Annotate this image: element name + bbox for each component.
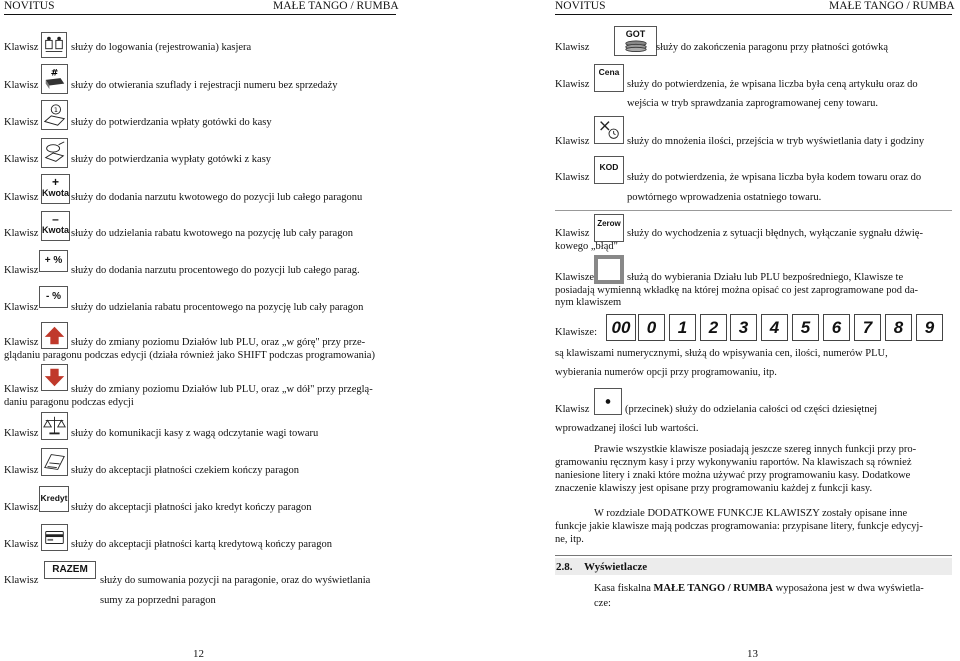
cash-in-icon (41, 100, 68, 130)
key-description: służy do zmiany poziomu Działów lub PLU, oraz „w górę" przy prze- (71, 337, 366, 348)
key-description: służy do potwierdzenia, że wpisana liczba była ceną artykułu oraz do (627, 79, 918, 90)
key-description: służy do potwierdzenia, że wpisana liczba była kodem towaru oraz do (627, 172, 922, 183)
price-key: Cena (594, 64, 624, 92)
paragraph-line: naniesione litery i znaki które można używać przy programowaniu kasy. Dodatkowe (555, 470, 911, 481)
section-heading-bar (555, 558, 952, 575)
paragraph-line: W rozdziale DODATKOWE FUNKCJE KLAWISZY zostały opisane inne (594, 508, 908, 519)
left-header-rule (4, 14, 396, 15)
svg-text:#: # (50, 67, 59, 79)
key-label: Klawisz (4, 192, 39, 203)
key-label: Klawisz (4, 117, 39, 128)
key-label: Klawisz (555, 228, 590, 239)
cash-out-icon (41, 138, 68, 168)
plus-amount-key (41, 174, 70, 204)
decimal-point-icon (594, 388, 622, 415)
key-label: Klawisz (4, 575, 39, 586)
key-description: służy do dodania narzutu kwotowego do pozycji lub całego paragonu (71, 192, 363, 203)
key-label: Klawisz (4, 228, 39, 239)
key-label: Klawisz (4, 465, 39, 476)
arrow-down-icon (41, 364, 68, 391)
key-label: Klawisze: (555, 327, 597, 338)
key-description: służy do logowania (rejestrowania) kasjera (71, 42, 252, 53)
left-page-number: 12 (193, 648, 204, 660)
drawer-number-icon (41, 64, 68, 94)
key-label: Klawisz (4, 337, 39, 348)
key-label: Klawisz (4, 539, 39, 550)
cashier-login-icon (41, 32, 67, 58)
num-key-6: 6 (823, 314, 850, 341)
num-key-7: 7 (854, 314, 881, 341)
num-key-9: 9 (916, 314, 943, 341)
divider (555, 210, 952, 211)
section-divider (555, 555, 952, 556)
key-description: służy do sumowania pozycji na paragonie, oraz do wyświetlania (100, 575, 371, 586)
num-key-5: 5 (792, 314, 819, 341)
num-key-2: 2 (700, 314, 727, 341)
total-key: RAZEM (44, 561, 96, 579)
credit-key: Kredyt (39, 486, 69, 512)
right-page-number: 13 (747, 648, 758, 660)
key-description: służy do udzielania rabatu procentowego na pozycję lub cały paragon (71, 302, 364, 313)
svg-text:1: 1 (53, 106, 58, 115)
key-description: służy do wychodzenia z sytuacji błędnych, wyłączanie sygnału dźwię- (627, 228, 923, 239)
key-description: służy do akceptacji płatności czekiem kończy paragon (71, 465, 299, 476)
key-label: Klawisz (555, 172, 590, 183)
key-label: Klawisz (4, 42, 39, 53)
key-description: służy do udzielania rabatu kwotowego na pozycję lub cały paragon (71, 228, 353, 239)
paragraph-line: ne, itp. (555, 534, 584, 545)
key-label: Klawisz (4, 428, 39, 439)
key-description-continued: sumy za poprzedni paragon (100, 595, 216, 606)
credit-card-icon (41, 524, 68, 551)
key-description: są klawiszami numerycznymi, służą do wpisywania cen, ilości, numerów PLU, (555, 348, 888, 359)
num-key-0: 0 (638, 314, 665, 341)
paragraph-line: Prawie wszystkie klawisze posiadają jeszcze szereg innych funkcji przy pro- (594, 444, 917, 455)
num-key-3: 3 (730, 314, 757, 341)
key-description-continued: kowego „błąd" (555, 241, 618, 252)
code-key-text: KOD (599, 162, 619, 172)
right-header-model: MAŁE TANGO / RUMBA (829, 0, 955, 12)
key-description-continued: posiadają wymienną wkładkę na której można opisać co jest zaprogramowane pod da- (555, 285, 918, 296)
key-description-continued: glądaniu paragonu podczas edycji (działa również jako SHIFT podczas programowania) (4, 350, 375, 361)
department-key (594, 255, 624, 284)
paragraph-line: gramowaniu ręcznym kasy i przy wykonywaniu raportów. Na klawiszach są również (555, 457, 912, 468)
key-label: Klawisz (555, 136, 590, 147)
key-description: służy do potwierdzania wypłaty gotówki z kasy (71, 154, 272, 165)
key-description-continued: powtórnego wprowadzenia ostatniego towaru. (627, 192, 822, 203)
key-description-continued: wprowadzanej ilości lub wartości. (555, 423, 699, 434)
key-description-continued: daniu paragonu podczas edycji (4, 397, 134, 408)
key-description: (przecinek) służy do odzielania całości od części dziesiętnej (625, 404, 878, 415)
code-key (594, 156, 624, 184)
num-key-1: 1 (669, 314, 696, 341)
plus-percent-key: + % (39, 250, 68, 272)
coins-icon (619, 39, 653, 53)
cheque-icon (41, 448, 68, 476)
key-description: służy do akceptacji płatności jako kredyt kończy paragon (71, 502, 312, 513)
key-label: Klawisz (555, 42, 590, 53)
clear-key: Zerow (594, 214, 624, 242)
section-title: Wyświetlacze (584, 561, 648, 573)
key-description: służy do komunikacji kasy z wagą odczytanie wagi towaru (71, 428, 319, 439)
key-label: Klawisz (4, 502, 39, 513)
right-header-brand: NOVITUS (555, 0, 606, 12)
key-label: Klawisz (4, 384, 39, 395)
section-text-line: cze: (594, 598, 611, 609)
key-description-continued: wejścia w tryb sprawdzania zaprogramowanej ceny towaru. (627, 98, 879, 109)
key-description-continued: wybierania numerów opcji przy programowaniu, itp. (555, 367, 777, 378)
key-label: Klawisze (555, 272, 595, 283)
num-key-8: 8 (885, 314, 912, 341)
key-label: Klawisz (4, 265, 39, 276)
plus-amount-key-text: Kwota (42, 188, 69, 198)
cash-payment-key (614, 26, 657, 56)
key-description: służy do zakończenia paragonu przy płatności gotówką (656, 42, 889, 53)
key-description: służy do dodania narzutu procentowego do pozycji lub całego parag. (71, 265, 360, 276)
minus-percent-key: - % (39, 286, 68, 308)
paragraph-line: znaczenie klawiszy jest opisane przy programowaniu każdej z funkcji kasy. (555, 483, 873, 494)
key-description: służą do wybierania Działu lub PLU bezpośredniego, Klawisze te (627, 272, 904, 283)
section-text-line: Kasa fiskalna MAŁE TANGO / RUMBA wyposażona jest w dwa wyświetla- (594, 583, 924, 594)
minus-amount-key (41, 211, 70, 241)
key-label: Klawisz (4, 302, 39, 313)
key-description: służy do zmiany poziomu Działów lub PLU, oraz „w dół" przy przeglą- (71, 384, 373, 395)
num-key-4: 4 (761, 314, 788, 341)
product-name: MAŁE TANGO / RUMBA (653, 583, 773, 594)
paragraph-line: funkcje jakie klawisze mają podczas programowania: przypisane litery, funkcje edycyj- (555, 521, 923, 532)
key-label: Klawisz (555, 404, 590, 415)
left-header-model: MAŁE TANGO / RUMBA (273, 0, 399, 12)
left-header-brand: NOVITUS (4, 0, 55, 12)
key-description: służy do otwierania szuflady i rejestracji numeru bez sprzedaży (71, 80, 338, 91)
key-label: Klawisz (4, 80, 39, 91)
key-description-continued: nym klawiszem (555, 297, 622, 308)
cash-payment-key-text: GOT (625, 29, 646, 39)
key-description: służy do akceptacji płatności kartą kredytową kończy paragon (71, 539, 332, 550)
section-number: 2.8. (556, 561, 573, 573)
right-header-rule (555, 14, 952, 15)
minus-amount-key-text: Kwota (42, 225, 69, 235)
arrow-up-icon (41, 322, 68, 349)
key-label: Klawisz (4, 154, 39, 165)
plus-amount-key-sign: + (51, 175, 59, 189)
key-description: służy do mnożenia ilości, przejścia w tryb wyświetlania daty i godziny (627, 136, 925, 147)
minus-amount-key-sign: – (52, 212, 59, 226)
key-description: służy do potwierdzania wpłaty gotówki do kasy (71, 117, 272, 128)
multiply-clock-icon (594, 116, 624, 144)
num-key-00: 00 (606, 314, 636, 341)
scale-icon (41, 412, 68, 440)
key-label: Klawisz (555, 79, 590, 90)
